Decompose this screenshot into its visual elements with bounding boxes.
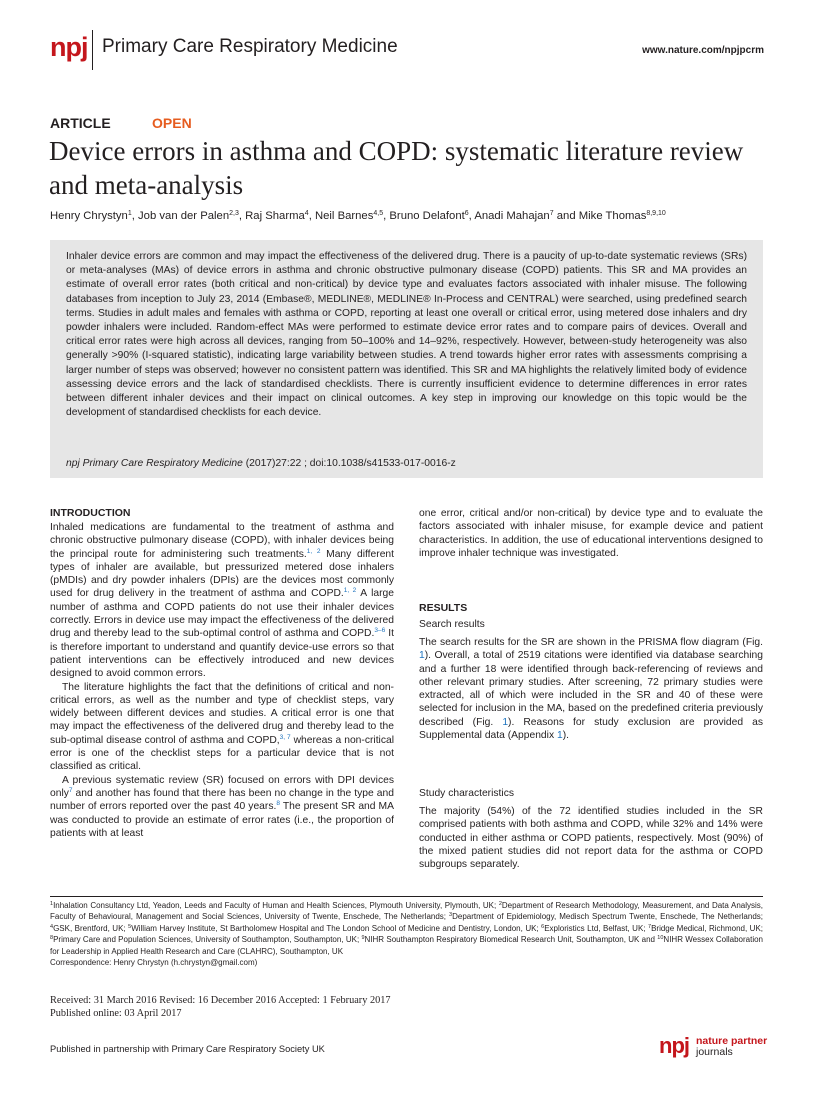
journal-name: Primary Care Respiratory Medicine — [102, 36, 398, 57]
intro-paragraph-1 — [50, 521, 394, 681]
affiliation-text: Department of Epidemiology, Medisch Spectrum Twente, Enschede, The Netherlands; — [452, 912, 763, 922]
results-paragraph-1 — [419, 636, 763, 742]
citation-journal: npj Primary Care Respiratory Medicine — [66, 458, 243, 469]
intro-text: A previous systematic review (SR) focused on errors with DPI devices only — [50, 774, 394, 799]
author-name[interactable]: Bruno Delafont — [389, 210, 465, 222]
results-text: ). Overall, a total of 2519 citations were identified via database searching and a further 18 were identified through back-referencing of reviews and other relevant primary studies. After screening, 72 primary studies were extracted, all of which were included in the SR and 40 of these were selected for inclusion in the MA, based on the predefined criteria previously described (Fig. — [419, 650, 763, 728]
affiliation-number: 1 — [50, 901, 54, 907]
figure-link[interactable]: 1 — [419, 650, 425, 662]
results-text: ). — [562, 730, 569, 742]
affiliation-number: 8 — [50, 935, 54, 942]
author-affiliation-number: 4 — [304, 210, 309, 217]
affiliation-number: 6 — [541, 923, 545, 930]
intro-text: The literature highlights the fact that the definitions of critical and non-critical errors, as well as the number and type of checklist steps, vary widely between different devices and studies. A critical error is one that may impact the effectiveness of the delivered drug and thereby lead to the sub-optimal disease control of asthma and COPD, — [50, 681, 394, 746]
affiliation-number: 2 — [498, 901, 502, 907]
author-name[interactable]: Job van der Palen — [138, 210, 230, 222]
affiliation-number: 5 — [128, 923, 132, 930]
affiliation-text: Exploristics Ltd, Belfast, UK; — [544, 923, 648, 933]
appendix-link[interactable]: 1 — [556, 730, 563, 742]
affiliation-text: Inhalation Consultancy Ltd, Yeadon, Leeds and Faculty of Human and Health Sciences, Plymouth University, Plymouth, UK; — [53, 901, 499, 910]
affiliation-number: 10 — [657, 935, 664, 942]
open-access-badge: OPEN — [152, 115, 192, 131]
intro-paragraph-2 — [50, 681, 394, 774]
affiliation-text: William Harvey Institute, St Bartholomew Hospital and The London School of Medicine and Dentistry, London, UK; — [131, 923, 542, 933]
author-name[interactable]: Neil Barnes — [314, 210, 374, 222]
journal-url-link[interactable]: www.nature.com/npjpcrm — [642, 45, 764, 56]
affiliation-text: NIHR Southampton Respiratory Biomedical Research Unit, Southampton, UK and — [364, 935, 658, 945]
reference-link[interactable]: 1, 2 — [343, 587, 357, 595]
reference-link[interactable]: 7 — [68, 786, 73, 794]
citation-details: (2017)27:22 ; doi:10.1038/s41533-017-0016-z — [242, 458, 456, 469]
results-text: ). Reasons for study exclusion are provided as Supplemental data (Appendix — [419, 716, 764, 742]
correspondence: Correspondence: Henry Chrystyn (h.chrystyn@gmail.com) — [50, 958, 258, 968]
author-name[interactable]: Anadi Mahajan — [474, 210, 550, 222]
author-affiliation-number: 2,3 — [229, 210, 239, 217]
intro-text: whereas a non-critical error is one of the checklist steps for a particular device that is not classified as critical. — [50, 734, 395, 773]
intro-text: It is therefore important to understand and quantify device-use errors so that patient interventions can be effectively introduced and new devices designed to avoid common errors. — [50, 628, 394, 680]
left-column — [50, 521, 394, 840]
search-results-text — [419, 636, 763, 742]
intro-text: Many different types of inhaler are available, but pressurized metered dose inhalers (pMDIs) and dry powder inhalers (DPIs) are the devices most commonly used for drug delivery in the treatment of asthma and COPD. — [50, 548, 395, 600]
intro-text: and another has found that there has been no change in the type and number of errors reported over the past 40 years. — [50, 787, 394, 813]
figure-link[interactable]: 1 — [502, 716, 509, 728]
partnership-note: Published in partnership with Primary Care Respiratory Society UK — [50, 1044, 325, 1054]
affiliation-text: Department of Research Methodology, Measurement, and Data Analysis, Faculty of Behavioural, Management and Social Sciences, University of Twente, Enschede, The Netherlands; — [50, 901, 763, 922]
affiliation-list — [50, 901, 763, 956]
search-results-subheading: Search results — [419, 619, 485, 630]
author-name[interactable]: Mike Thomas — [578, 210, 647, 222]
abstract-text: Inhaler device errors are common and may impact the effectiveness of the delivered drug. There is a paucity of up-to-date systematic reviews (SRs) or meta-analyses (MAs) of device errors in asthma and chronic obstructive pulmonary disease (COPD) patients. This SR and MA provides an estimate of overall error rates (both critical and non-critical) by device type and evaluates factors associated with inhaler misuse. The following databases from inception to July 23, 2014 (Embase®, MEDLINE®, MEDLINE® In-Process and CENTRAL) were searched, using predefined search terms. Studies in adult males and females with asthma or COPD, reporting at least one overall or critical error, using metered dose inhalers and dry powder inhalers were included. Random-effect MAs were performed to estimate device error rates and to compare pairs of devices. Overall and critical error rates were high across all devices, ranging from 50–100% and 14–92%, respectively. However, between-study heterogeneity was also generally >90% (I-squared statistic), indicating large variability between studies. A trend towards higher error rates with assessments comprising a larger number of steps was observed; however no consistent pattern was identified. This SR and MA highlights the relatively limited body of evidence assessing device errors and the lack of standardised checklists. There is currently insufficient evidence to determine differences in error rates between different inhaler devices and their impact on clinical outcomes. A key step in improving our knowledge on this topic would be the development of standardised checklists for each device. — [66, 251, 747, 419]
results-paragraph-2: The majority (54%) of the 72 identified studies included in the SR comprised patients with both asthma and COPD, while 32% and 14% were conducted in either asthma or COPD patients, respectively. Most (90%) of the mixed patient studies did not report data for the asthma or COPD subgroups separately. — [419, 806, 763, 871]
affiliation-text: Primary Care and Population Sciences, University of Southampton, Southampton, UK; — [53, 935, 362, 945]
author-separator: , — [468, 210, 475, 222]
intro-paragraph-3 — [50, 774, 394, 840]
reference-link[interactable]: 8 — [276, 800, 280, 808]
right-column-continuation — [419, 507, 763, 560]
author-affiliation-number: 4,5 — [373, 210, 384, 217]
npj-logo-small: npj — [659, 1033, 689, 1058]
study-characteristics-text — [419, 805, 763, 871]
author-separator: and — [553, 210, 579, 222]
author-affiliation-number: 1 — [127, 210, 132, 217]
study-characteristics-subheading: Study characteristics — [419, 788, 514, 799]
author-name[interactable]: Henry Chrystyn — [50, 210, 128, 222]
affiliation-text: NIHR Wessex Collaboration for Leadership in Applied Health Research and Care (CLAHRC), Southampton, UK — [50, 935, 764, 956]
header-divider — [92, 30, 93, 70]
author-name[interactable]: Raj Sharma — [245, 210, 305, 222]
citation-line — [66, 458, 456, 469]
article-type-label: ARTICLE — [50, 115, 111, 131]
results-text: The search results for the SR are shown in the PRISMA flow diagram (Fig. — [419, 637, 763, 648]
results-heading: RESULTS — [419, 602, 468, 614]
introduction-heading: INTRODUCTION — [50, 507, 131, 519]
reference-link[interactable]: 3–6 — [374, 627, 386, 635]
author-separator: , — [131, 210, 139, 222]
partner-line-2: journals — [696, 1045, 733, 1058]
affiliation-text: Bridge Medical, Richmond, UK; — [651, 923, 764, 933]
reference-link[interactable]: 1, 2 — [306, 547, 321, 555]
reference-link[interactable]: 3, 7 — [279, 733, 291, 741]
author-affiliation-number: 8,9,10 — [646, 210, 666, 217]
intro-paragraph-3-continued: one error, critical and/or non-critical) by device type and to evaluate the factors associated with inhaler misuse, for example device and patient characteristics. In addition, the use of educational interventions designed to improve inhaler technique was investigated. — [419, 508, 763, 559]
affiliation-number: 3 — [449, 912, 453, 919]
author-list — [50, 210, 666, 222]
article-dates — [50, 994, 391, 1020]
author-separator: , — [238, 210, 246, 222]
author-affiliation-number: 7 — [549, 210, 554, 217]
intro-text: The present SR and MA was conducted to provide an estimate of error rates (i.e., the proportion of patients with at least — [50, 801, 394, 839]
affiliation-number: 4 — [50, 923, 54, 930]
article-title: Device errors in asthma and COPD: systematic literature review and meta-analysis — [49, 136, 744, 200]
author-affiliation-number: 6 — [464, 210, 469, 217]
nature-partner-journals-logo — [696, 1036, 767, 1057]
affiliation-number: 9 — [361, 935, 365, 942]
affiliations — [50, 900, 763, 968]
partner-line-1: nature partner — [696, 1035, 768, 1047]
intro-text: Inhaled medications are fundamental to the treatment of asthma and chronic obstructive pulmonary disease (COPD), with inhaler devices being the principal route for administering such treatments. — [50, 522, 394, 560]
npj-logo: npj — [50, 32, 88, 62]
published-date: Published online: 03 April 2017 — [50, 1008, 182, 1019]
footnote-divider — [50, 896, 763, 897]
received-dates: Received: 31 March 2016 Revised: 16 December 2016 Accepted: 1 February 2017 — [50, 995, 391, 1006]
author-separator: , — [308, 210, 315, 222]
author-separator: , — [383, 210, 390, 222]
affiliation-text: GSK, Brentford, UK; — [53, 923, 129, 933]
affiliation-number: 7 — [648, 923, 652, 930]
intro-text: A large number of asthma and COPD patients do not use their inhaler devices correctly. Errors in device use may impact the effectiveness of the delivered drug and thereby lead to the sub-optimal control of asthma and COPD. — [50, 588, 394, 640]
